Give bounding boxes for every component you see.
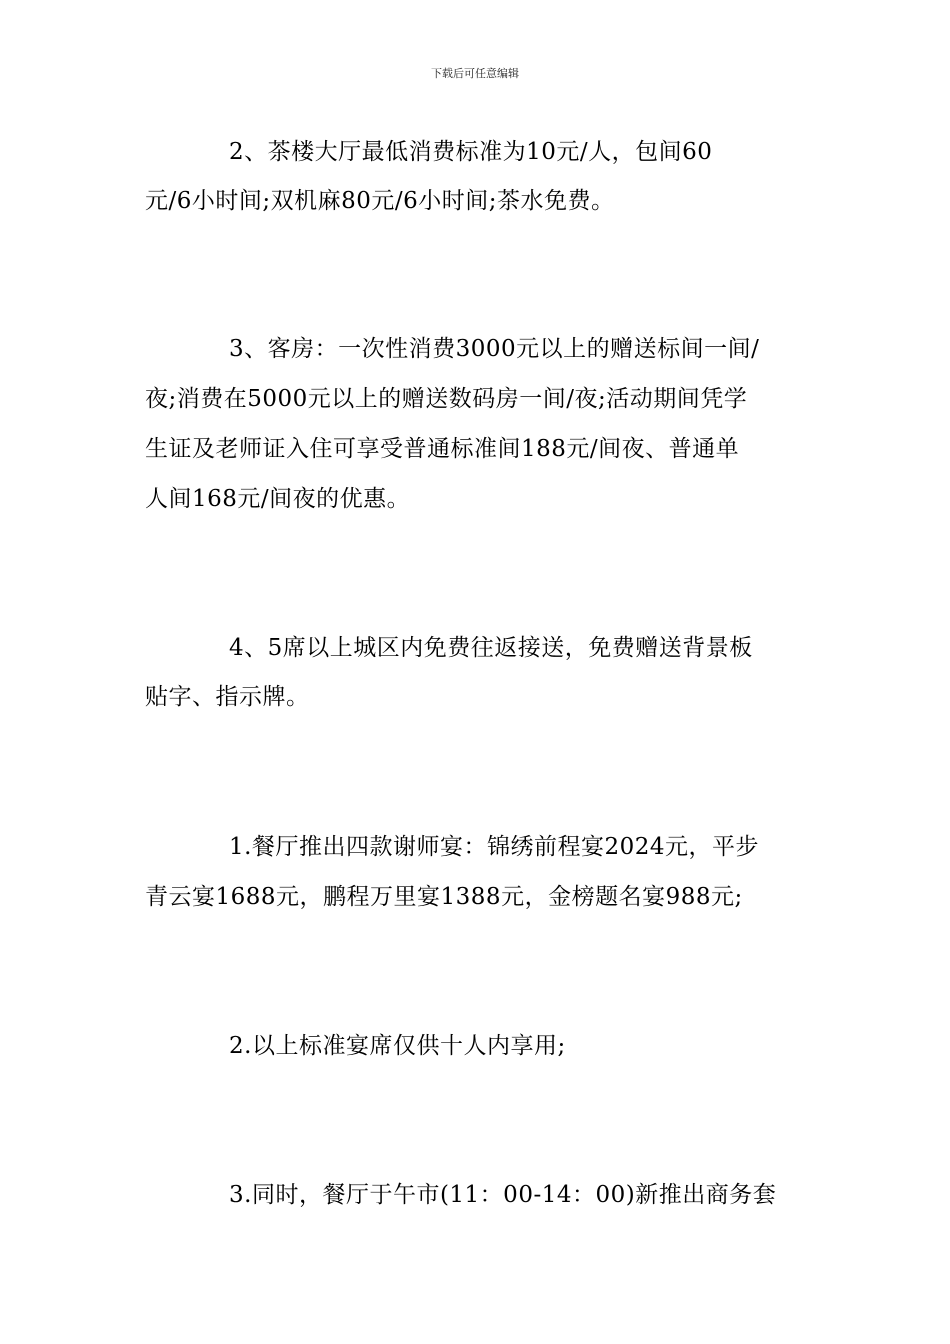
paragraph-4-line-1: 4、5席以上城区内免费往返接送，免费赠送背景板 [229,635,753,661]
paragraph-4-line-2: 贴字、指示牌。 [145,684,310,710]
lunch-set-line: 3.同时，餐厅于午市(11：00-14：00)新推出商务套 [229,1182,777,1208]
paragraph-2-line-1: 2、茶楼大厅最低消费标准为10元/人，包间60 [229,139,713,165]
header-note: 下载后可任意编辑 [431,67,519,80]
paragraph-2-line-2: 元/6小时间;双机麻80元/6小时间;茶水免费。 [145,188,615,214]
standard-banquet-line: 2.以上标准宴席仅供十人内享用; [229,1033,566,1059]
paragraph-3-line-4: 人间168元/间夜的优惠。 [145,486,411,512]
paragraph-3-line-1: 3、客房：一次性消费3000元以上的赠送标间一间/ [229,336,760,362]
paragraph-3-line-2: 夜;消费在5000元以上的赠送数码房一间/夜;活动期间凭学 [145,386,748,412]
banquet-line-2: 青云宴1688元，鹏程万里宴1388元，金榜题名宴988元; [145,884,743,910]
banquet-line-1: 1.餐厅推出四款谢师宴：锦绣前程宴2024元，平步 [229,834,759,860]
paragraph-3-line-3: 生证及老师证入住可享受普通标准间188元/间夜、普通单 [145,436,740,462]
